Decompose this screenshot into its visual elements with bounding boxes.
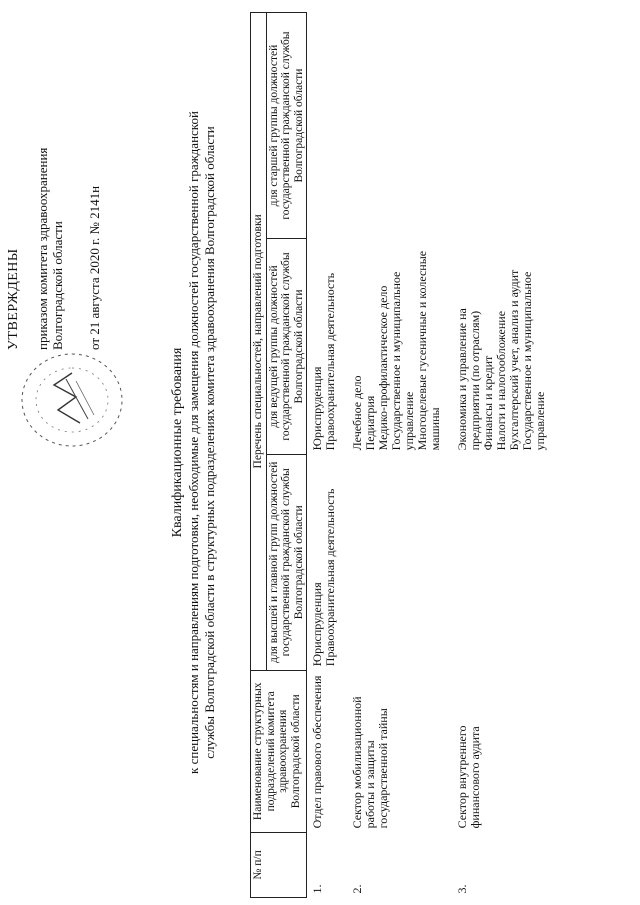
specialty-item: Государственное и муниципальное управление: [520, 271, 547, 451]
specialty-item: Правоохранительная деятельность: [323, 488, 337, 667]
specialty-item: Бухгалтерский учет, анализ и аудит: [507, 269, 521, 451]
approval-heading: УТВЕРЖДЕНЫ: [6, 248, 21, 350]
table-body: [307, 13, 558, 898]
row-unit-name: Отдел правового обеспечения: [310, 675, 324, 829]
row-specialties-g2: [307, 239, 347, 455]
table-row: [347, 13, 452, 898]
stamp-icon: [10, 345, 130, 455]
specialty-item: Налоги и налогообложение: [494, 310, 508, 451]
header-name: Наименование структурных подразделений комитета здравоохранения Волгоградской области: [251, 670, 307, 832]
specialty-item: Правоохранительная деятельность: [323, 272, 337, 451]
approval-date: от 21 августа 2020 г. № 2141н: [87, 185, 102, 350]
row-specialties-g1: [452, 454, 557, 670]
approval-order-line1: приказом комитета здравоохранения: [35, 147, 50, 350]
table-row: [307, 13, 347, 898]
row-specialties-g2: [347, 239, 452, 455]
row-number: 2.: [350, 884, 364, 894]
header-num: № п/п: [251, 832, 307, 897]
table-row: [452, 13, 557, 898]
row-specialties-g1: [347, 454, 452, 670]
specialty-item: Государственное и муниципальное управление: [389, 271, 416, 451]
row-specialties-g3: [307, 13, 347, 239]
approval-order-line2: Волгоградской области: [50, 221, 65, 350]
row-specialties-g3: [452, 13, 557, 239]
row-number: 1.: [310, 884, 324, 894]
specialty-item: Юриспруденция: [310, 582, 324, 667]
header-group-1: для высшей и главной групп должностей государственной гражданской службы Волгоградской области: [266, 454, 307, 670]
row-unit-name: Сектор мобилизационной работы и защиты государственной тайны: [350, 696, 390, 829]
specialty-item: Медико-профилактическое дело: [376, 285, 390, 451]
row-specialties-g2: [452, 239, 557, 455]
header-group-3: для старшей группы должностей государственной гражданской службы Волгоградской области: [266, 13, 307, 239]
specialty-item: Многоцелевые гусеничные и колесные машины: [415, 250, 442, 451]
approval-block: [6, 20, 102, 350]
specialty-item: Лечебное дело: [350, 375, 364, 451]
row-specialties-g3: [347, 13, 452, 239]
specialty-item: Экономика и управление на предприятии (по отраслям): [455, 308, 482, 451]
specialty-item: Юриспруденция: [310, 366, 324, 451]
header-group-2: для ведущей группы должностей государственной гражданской службы Волгоградской области: [266, 239, 307, 455]
row-unit-name: Сектор внутреннего финансового аудита: [455, 725, 482, 829]
row-specialties-g1: [307, 454, 347, 670]
row-number: 3.: [455, 884, 469, 894]
requirements-table: [250, 12, 557, 898]
title-line3: службы Волгоградской области в структурных подразделениях комитета здравоохранения Волгоградской области: [202, 126, 217, 759]
document-title: [170, 20, 218, 865]
specialty-item: Педиатрия: [363, 395, 377, 451]
specialty-item: Финансы и кредит: [481, 355, 495, 451]
title-line2: к специальностям и направлениям подготовки, необходимые для замещения должностей государственной гражданской: [186, 111, 201, 774]
title-line1: Квалификационные требования: [170, 347, 185, 538]
header-group-title: Перечень специальностей, направлений подготовки: [251, 13, 267, 671]
